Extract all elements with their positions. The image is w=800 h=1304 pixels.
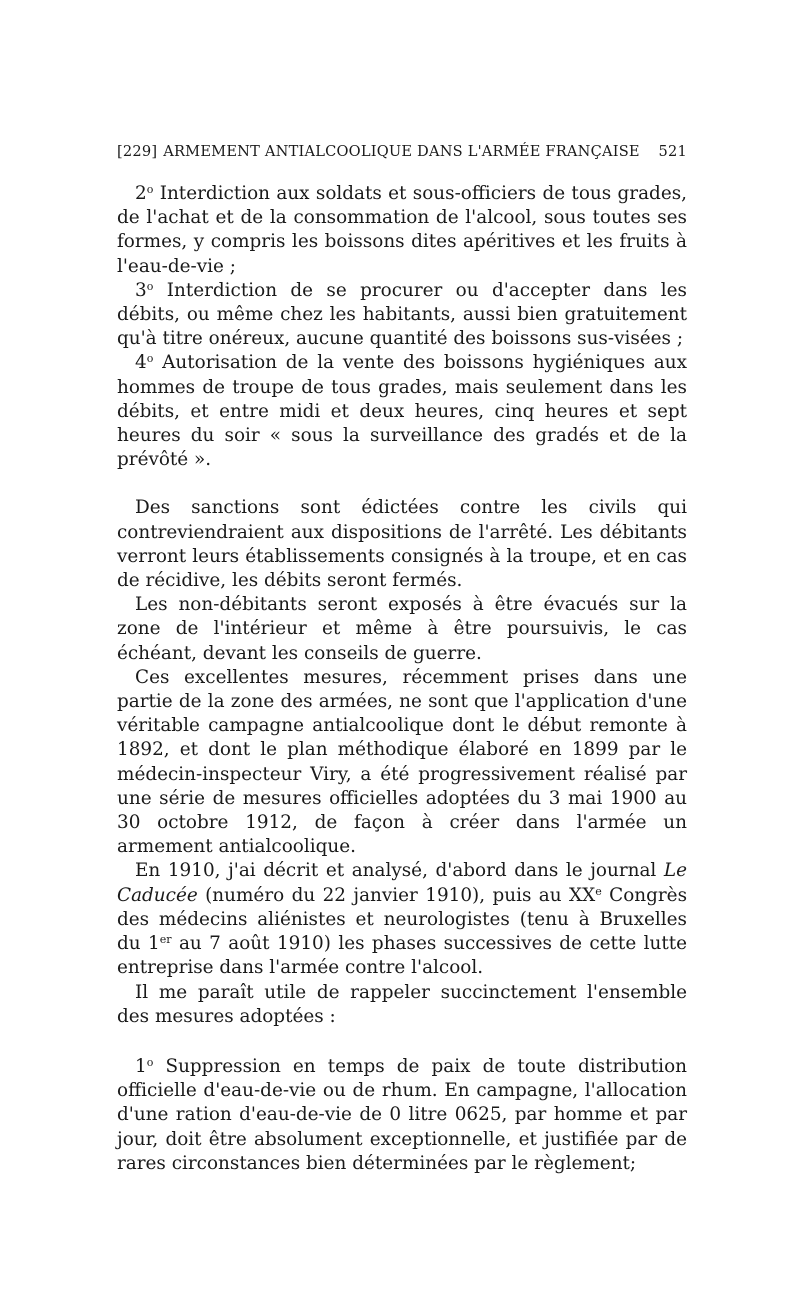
list-text: Suppression en temps de paix de toute distribution officielle d'eau-de-vie ou de rhum. En campagne, l'allocation d'une ration d'eau-de-vie de 0 litre 0625, par homme et par jour, doit être absolument exceptionnelle, et justifiée par de rares circonstances bien déterminées par le règlement; [117, 1055, 687, 1174]
running-title: ARMEMENT ANTIALCOOLIQUE DANS L'ARMÉE FRANÇAISE [163, 143, 640, 160]
list-item-4 [117, 351, 687, 472]
list-number: 1 [135, 1055, 147, 1077]
ordinal-marker: o [146, 352, 154, 366]
page-number: 521 [658, 143, 687, 160]
ordinal-marker: er [159, 933, 172, 947]
list-text: Interdiction aux soldats et sous-officiers de tous grades, de l'achat et de la consommation de l'alcool, sous toutes ses formes, y compris les boissons dites apéritives et les fruits à l'eau-de-vie ; [117, 183, 687, 277]
section-gap [117, 1029, 687, 1055]
ordinal-marker: e [595, 884, 602, 898]
list-item-2 [117, 182, 687, 279]
journal-title: Le Caducée [117, 860, 687, 906]
paragraph-recall: Il me paraît utile de rappeler succinctement l'ensemble des mesures adoptées : [117, 981, 687, 1027]
list-number: 3 [135, 279, 147, 301]
paragraph-sanctions: Des sanctions sont édictées contre les civils qui contreviendraient aux dispositions de l'arrêté. Les débitants verront leurs établissements consignés à la troupe, et en cas de récidive, les débits seront fermés. [117, 497, 687, 592]
ordinal-marker: o [146, 182, 154, 196]
list-item-3 [117, 279, 687, 352]
list-number: 4 [135, 352, 147, 374]
paragraph-mesures: Ces excellentes mesures, récemment prises dans une partie de la zone des armées, ne sont que l'application d'une véritable campagne antialcoolique dont le début remonte à 1892, et dont le plan méthodique élaboré en 1899 par le médecin-inspecteur Viry, a été progressivement réalisé par une série de mesures officielles adoptées du 3 mai 1900 au 30 octobre 1912, de façon à créer dans l'armée un armement antialcoolique. [117, 666, 687, 858]
paragraph-1910: En 1910, j'ai décrit et analysé, d'abord dans le journal Le Caducée (numéro du 22 janvier 1910), puis au XXe Congrès des médecins aliénistes et neurologistes (tenu à Bruxelles du 1er au 7 août 1910) les phases successives de cette lutte entreprise dans l'armée contre l'alcool. [117, 860, 688, 979]
page [117, 142, 687, 1176]
ordinal-marker: o [146, 279, 154, 293]
body-text [117, 182, 687, 1176]
running-head [117, 142, 687, 162]
list-number: 2 [135, 183, 147, 204]
ordinal-marker: o [146, 1055, 154, 1069]
page-reference: [229] [117, 143, 158, 160]
list-text: Interdiction de se procurer ou d'accepter dans les débits, ou même chez les habitants, aussi bien gratuitement qu'à titre onéreux, aucune quantité des boissons sus-visées ; [117, 279, 687, 350]
paragraph-non-debitants: Les non-débitants seront exposés à être évacués sur la zone de l'intérieur et même à être poursuivis, le cas échéant, devant les conseils de guerre. [117, 594, 687, 664]
section-gap [117, 472, 687, 496]
list-item-1 [117, 1055, 687, 1176]
list-text: Autorisation de la vente des boissons hygiéniques aux hommes de troupe de tous grades, mais seulement dans les débits, et entre midi et deux heures, cinq heures et sept heures du soir « sous la surveillance des gradés et de la prévôté ». [117, 352, 687, 471]
running-head-left [117, 142, 640, 162]
